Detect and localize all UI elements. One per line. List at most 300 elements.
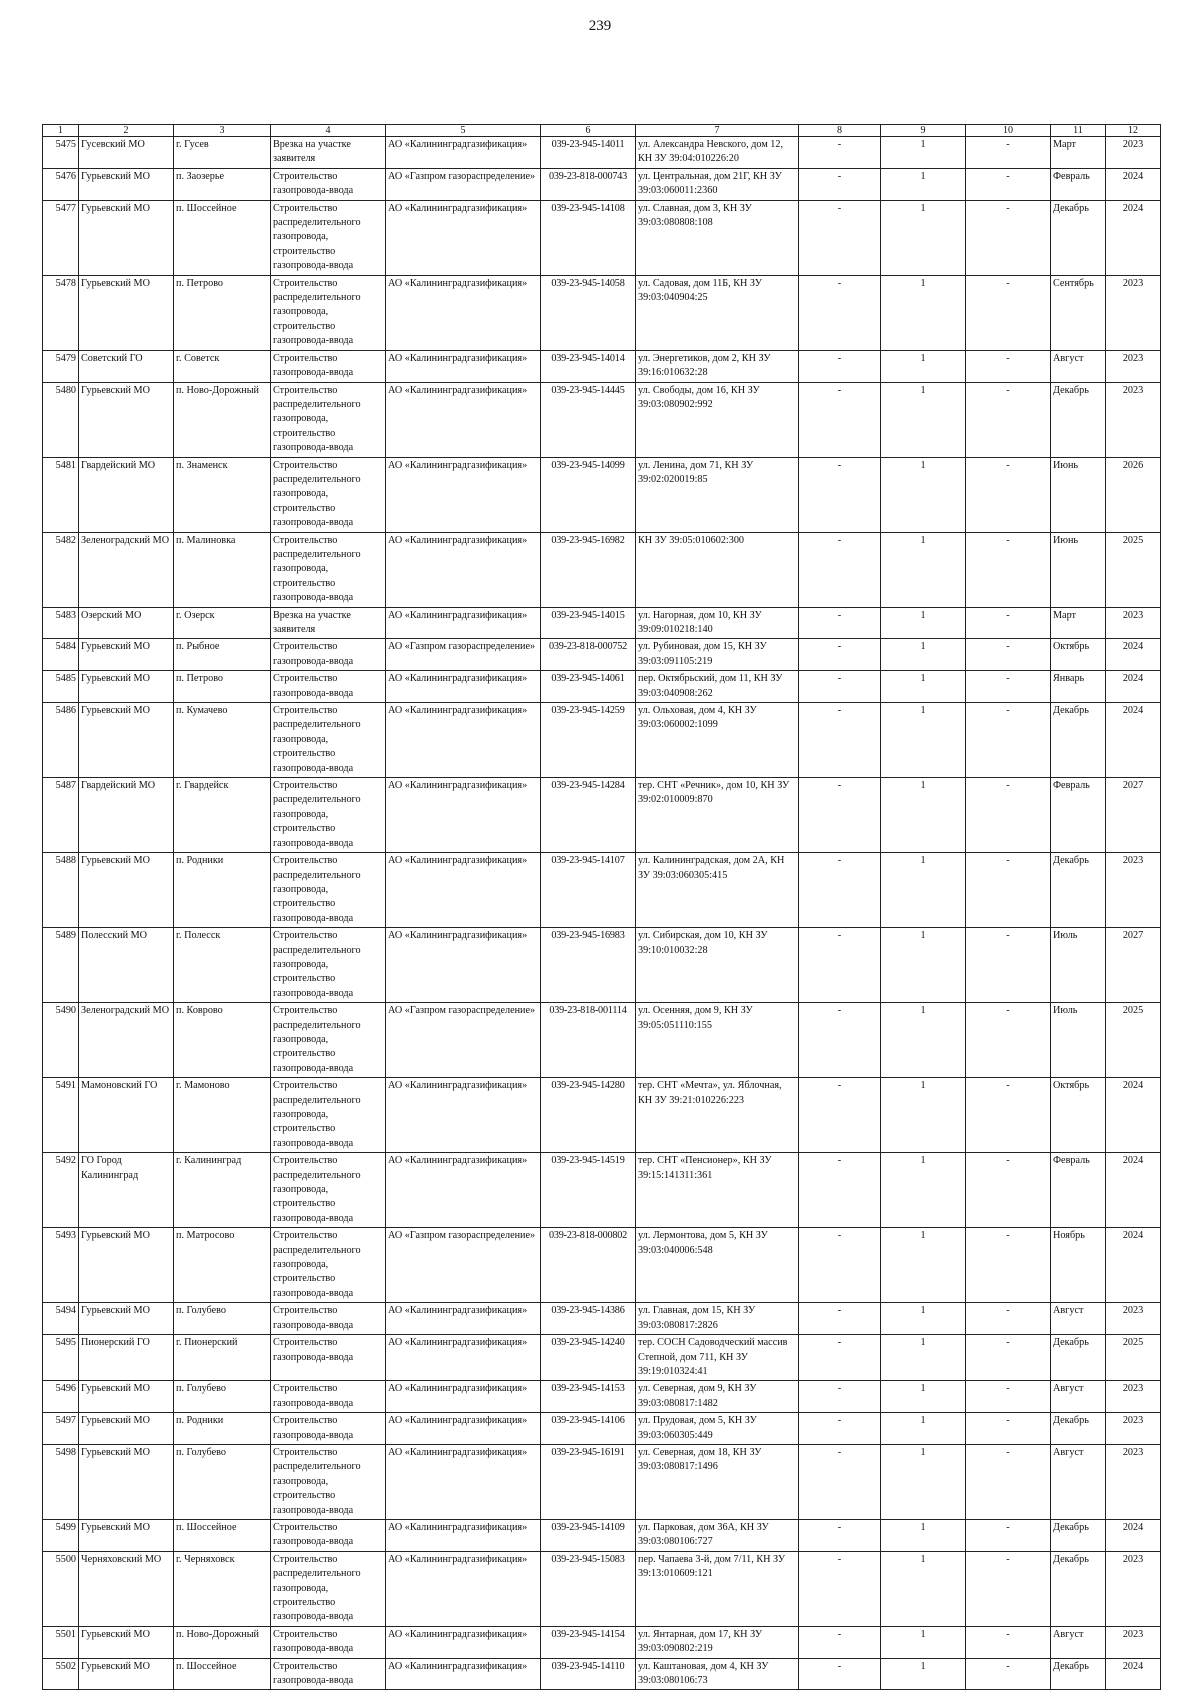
cell-row-number: 5495 [43,1335,79,1381]
cell-col-9-value: 1 [881,853,966,928]
cell-registration-number: 039-23-945-14107 [541,853,636,928]
cell-organization: АО «Калининградгазификация» [386,137,541,169]
cell-month: Июнь [1051,457,1106,532]
cell-year: 2024 [1106,1153,1161,1228]
cell-organization: АО «Калининградгазификация» [386,1303,541,1335]
cell-municipality: Гурьевский МО [79,275,174,350]
cell-year: 2023 [1106,853,1161,928]
cell-organization: АО «Калининградгазификация» [386,607,541,639]
cell-month: Декабрь [1051,1519,1106,1551]
cell-row-number: 5492 [43,1153,79,1228]
cell-col-10-value: - [966,137,1051,169]
cell-row-number: 5484 [43,639,79,671]
cell-col-10-value: - [966,1003,1051,1078]
cell-col-8-value: - [799,168,881,200]
cell-municipality: Гурьевский МО [79,1303,174,1335]
table-row [43,778,1161,853]
cell-settlement: г. Калининград [174,1153,271,1228]
cell-month: Июль [1051,928,1106,1003]
table-row [43,457,1161,532]
cell-col-10-value: - [966,639,1051,671]
cell-col-10-value: - [966,382,1051,457]
table-row [43,1303,1161,1335]
table-row [43,382,1161,457]
cell-registration-number: 039-23-945-16982 [541,532,636,607]
cell-settlement: п. Рыбное [174,639,271,671]
cell-col-10-value: - [966,200,1051,275]
cell-col-9-value: 1 [881,350,966,382]
cell-col-10-value: - [966,1658,1051,1690]
cell-municipality: Озерский МО [79,607,174,639]
cell-year: 2024 [1106,200,1161,275]
cell-col-8-value: - [799,350,881,382]
cell-col-9-value: 1 [881,607,966,639]
cell-col-9-value: 1 [881,1381,966,1413]
cell-work-type: Строительство газопровода-ввода [271,639,386,671]
cell-work-type: Строительство распределительного газопровода, строительство газопровода-ввода [271,1444,386,1519]
cell-address: ул. Прудовая, дом 5, КН ЗУ 39:03:060305:449 [636,1413,799,1445]
cell-address: тер. СОСН Садоводческий массив Степной, дом 711, КН ЗУ 39:19:010324:41 [636,1335,799,1381]
cell-work-type: Строительство распределительного газопровода, строительство газопровода-ввода [271,200,386,275]
cell-address: тер. СНТ «Мечта», ул. Яблочная, КН ЗУ 39:21:010226:223 [636,1078,799,1153]
cell-row-number: 5490 [43,1003,79,1078]
cell-row-number: 5489 [43,928,79,1003]
cell-month: Октябрь [1051,639,1106,671]
cell-month: Август [1051,350,1106,382]
cell-settlement: п. Петрово [174,671,271,703]
cell-month: Ноябрь [1051,1228,1106,1303]
cell-registration-number: 039-23-945-15083 [541,1551,636,1626]
cell-row-number: 5496 [43,1381,79,1413]
cell-month: Февраль [1051,778,1106,853]
cell-settlement: п. Шоссейное [174,1658,271,1690]
cell-year: 2023 [1106,607,1161,639]
cell-month: Декабрь [1051,1335,1106,1381]
cell-row-number: 5494 [43,1303,79,1335]
cell-col-10-value: - [966,607,1051,639]
cell-year: 2025 [1106,532,1161,607]
cell-year: 2023 [1106,1303,1161,1335]
cell-work-type: Строительство газопровода-ввода [271,168,386,200]
table-row [43,1626,1161,1658]
cell-organization: АО «Калининградгазификация» [386,1658,541,1690]
cell-settlement: п. Знаменск [174,457,271,532]
cell-year: 2023 [1106,1444,1161,1519]
cell-work-type: Строительство распределительного газопровода, строительство газопровода-ввода [271,928,386,1003]
table-row [43,1078,1161,1153]
cell-col-9-value: 1 [881,1303,966,1335]
cell-registration-number: 039-23-945-14011 [541,137,636,169]
cell-col-10-value: - [966,778,1051,853]
cell-year: 2024 [1106,1078,1161,1153]
cell-municipality: Гурьевский МО [79,1519,174,1551]
table-row [43,1335,1161,1381]
cell-settlement: п. Родники [174,1413,271,1445]
cell-organization: АО «Калининградгазификация» [386,671,541,703]
cell-year: 2023 [1106,1626,1161,1658]
cell-registration-number: 039-23-818-001114 [541,1003,636,1078]
cell-settlement: п. Голубево [174,1303,271,1335]
column-header-7: 7 [636,125,799,137]
cell-col-8-value: - [799,1303,881,1335]
cell-municipality: Мамоновский ГО [79,1078,174,1153]
cell-month: Февраль [1051,168,1106,200]
cell-organization: АО «Калининградгазификация» [386,1444,541,1519]
column-header-8: 8 [799,125,881,137]
cell-row-number: 5499 [43,1519,79,1551]
table-row [43,1003,1161,1078]
cell-organization: АО «Калининградгазификация» [386,1413,541,1445]
cell-col-9-value: 1 [881,778,966,853]
cell-settlement: п. Матросово [174,1228,271,1303]
cell-settlement: г. Полесск [174,928,271,1003]
cell-row-number: 5497 [43,1413,79,1445]
column-number-row [43,125,1161,137]
cell-address: ул. Энергетиков, дом 2, КН ЗУ 39:16:010632:28 [636,350,799,382]
cell-municipality: Гурьевский МО [79,1228,174,1303]
cell-address: пер. Октябрьский, дом 11, КН ЗУ 39:03:040908:262 [636,671,799,703]
column-header-5: 5 [386,125,541,137]
cell-municipality: Черняховский МО [79,1551,174,1626]
cell-registration-number: 039-23-945-14386 [541,1303,636,1335]
cell-organization: АО «Калининградгазификация» [386,200,541,275]
cell-col-8-value: - [799,382,881,457]
table-row [43,1381,1161,1413]
cell-col-10-value: - [966,532,1051,607]
table-row [43,137,1161,169]
cell-registration-number: 039-23-945-14280 [541,1078,636,1153]
cell-year: 2023 [1106,1413,1161,1445]
cell-address: ул. Свободы, дом 16, КН ЗУ 39:03:080902:992 [636,382,799,457]
cell-month: Июль [1051,1003,1106,1078]
cell-settlement: п. Шоссейное [174,200,271,275]
cell-month: Март [1051,607,1106,639]
cell-col-9-value: 1 [881,703,966,778]
cell-row-number: 5491 [43,1078,79,1153]
cell-municipality: Гурьевский МО [79,1444,174,1519]
column-header-3: 3 [174,125,271,137]
column-header-12: 12 [1106,125,1161,137]
cell-col-8-value: - [799,1078,881,1153]
cell-col-10-value: - [966,1303,1051,1335]
cell-work-type: Строительство распределительного газопровода, строительство газопровода-ввода [271,1551,386,1626]
cell-organization: АО «Калининградгазификация» [386,853,541,928]
cell-col-8-value: - [799,703,881,778]
cell-row-number: 5487 [43,778,79,853]
cell-work-type: Врезка на участке заявителя [271,137,386,169]
table-row [43,928,1161,1003]
cell-organization: АО «Калининградгазификация» [386,1519,541,1551]
table-row [43,532,1161,607]
cell-row-number: 5480 [43,382,79,457]
cell-row-number: 5493 [43,1228,79,1303]
cell-registration-number: 039-23-945-14099 [541,457,636,532]
cell-month: Август [1051,1303,1106,1335]
cell-organization: АО «Газпром газораспределение» [386,1228,541,1303]
cell-settlement: г. Советск [174,350,271,382]
cell-col-8-value: - [799,1381,881,1413]
cell-municipality: Пионерский ГО [79,1335,174,1381]
cell-col-8-value: - [799,853,881,928]
cell-municipality: Гурьевский МО [79,168,174,200]
table-row [43,1551,1161,1626]
cell-organization: АО «Калининградгазификация» [386,457,541,532]
cell-month: Декабрь [1051,1658,1106,1690]
cell-row-number: 5501 [43,1626,79,1658]
cell-address: ул. Каштановая, дом 4, КН ЗУ 39:03:080106:73 [636,1658,799,1690]
cell-organization: АО «Газпром газораспределение» [386,168,541,200]
cell-municipality: Гурьевский МО [79,1626,174,1658]
cell-organization: АО «Калининградгазификация» [386,778,541,853]
cell-row-number: 5476 [43,168,79,200]
cell-col-9-value: 1 [881,1444,966,1519]
cell-col-9-value: 1 [881,532,966,607]
cell-col-9-value: 1 [881,1003,966,1078]
cell-year: 2024 [1106,1658,1161,1690]
cell-organization: АО «Калининградгазификация» [386,382,541,457]
cell-registration-number: 039-23-945-14108 [541,200,636,275]
cell-municipality: Зеленоградский МО [79,1003,174,1078]
cell-col-10-value: - [966,1626,1051,1658]
cell-municipality: Гвардейский МО [79,778,174,853]
cell-organization: АО «Газпром газораспределение» [386,639,541,671]
cell-settlement: г. Мамоново [174,1078,271,1153]
cell-month: Октябрь [1051,1078,1106,1153]
cell-organization: АО «Калининградгазификация» [386,1551,541,1626]
table-row [43,703,1161,778]
cell-row-number: 5479 [43,350,79,382]
cell-row-number: 5485 [43,671,79,703]
cell-settlement: г. Черняховск [174,1551,271,1626]
cell-month: Декабрь [1051,853,1106,928]
cell-work-type: Строительство газопровода-ввода [271,1335,386,1381]
cell-work-type: Строительство газопровода-ввода [271,1626,386,1658]
cell-month: Декабрь [1051,1551,1106,1626]
cell-address: ул. Янтарная, дом 17, КН ЗУ 39:03:090802:219 [636,1626,799,1658]
cell-organization: АО «Калининградгазификация» [386,350,541,382]
cell-row-number: 5488 [43,853,79,928]
cell-organization: АО «Калининградгазификация» [386,532,541,607]
column-header-2: 2 [79,125,174,137]
cell-year: 2025 [1106,1335,1161,1381]
cell-municipality: Зеленоградский МО [79,532,174,607]
cell-month: Декабрь [1051,703,1106,778]
cell-work-type: Строительство распределительного газопровода, строительство газопровода-ввода [271,703,386,778]
table-row [43,1153,1161,1228]
cell-work-type: Строительство распределительного газопровода, строительство газопровода-ввода [271,382,386,457]
table-row [43,1658,1161,1690]
cell-municipality: Гурьевский МО [79,671,174,703]
column-header-11: 11 [1051,125,1106,137]
cell-col-8-value: - [799,928,881,1003]
cell-col-9-value: 1 [881,1551,966,1626]
cell-col-10-value: - [966,703,1051,778]
cell-col-9-value: 1 [881,1335,966,1381]
cell-registration-number: 039-23-945-14106 [541,1413,636,1445]
cell-col-8-value: - [799,275,881,350]
cell-col-9-value: 1 [881,1228,966,1303]
cell-work-type: Строительство распределительного газопровода, строительство газопровода-ввода [271,1153,386,1228]
cell-year: 2023 [1106,350,1161,382]
cell-registration-number: 039-23-945-14284 [541,778,636,853]
cell-year: 2023 [1106,382,1161,457]
cell-work-type: Строительство газопровода-ввода [271,350,386,382]
cell-col-10-value: - [966,168,1051,200]
cell-municipality: Гурьевский МО [79,853,174,928]
cell-municipality: Гусевский МО [79,137,174,169]
cell-address: ул. Александра Невского, дом 12, КН ЗУ 39:04:010226:20 [636,137,799,169]
cell-municipality: Гурьевский МО [79,1413,174,1445]
cell-organization: АО «Калининградгазификация» [386,1078,541,1153]
cell-work-type: Строительство газопровода-ввода [271,1413,386,1445]
cell-work-type: Строительство газопровода-ввода [271,671,386,703]
column-header-10: 10 [966,125,1051,137]
cell-registration-number: 039-23-945-14153 [541,1381,636,1413]
cell-row-number: 5481 [43,457,79,532]
cell-work-type: Строительство распределительного газопровода, строительство газопровода-ввода [271,1228,386,1303]
cell-col-8-value: - [799,671,881,703]
cell-year: 2024 [1106,703,1161,778]
cell-organization: АО «Калининградгазификация» [386,275,541,350]
cell-settlement: п. Ново-Дорожный [174,382,271,457]
cell-settlement: г. Озерск [174,607,271,639]
cell-month: Июнь [1051,532,1106,607]
column-header-6: 6 [541,125,636,137]
cell-col-9-value: 1 [881,1626,966,1658]
page-number: 239 [588,18,612,34]
cell-municipality: Гурьевский МО [79,382,174,457]
cell-col-9-value: 1 [881,457,966,532]
cell-work-type: Строительство распределительного газопровода, строительство газопровода-ввода [271,1078,386,1153]
cell-year: 2023 [1106,1551,1161,1626]
cell-settlement: п. Голубево [174,1444,271,1519]
cell-col-9-value: 1 [881,168,966,200]
cell-month: Сентябрь [1051,275,1106,350]
cell-work-type: Строительство газопровода-ввода [271,1381,386,1413]
cell-col-10-value: - [966,928,1051,1003]
cell-col-9-value: 1 [881,639,966,671]
table-row [43,1519,1161,1551]
cell-col-8-value: - [799,137,881,169]
cell-month: Декабрь [1051,382,1106,457]
cell-address: ул. Садовая, дом 11Б, КН ЗУ 39:03:040904:25 [636,275,799,350]
cell-work-type: Строительство распределительного газопровода, строительство газопровода-ввода [271,1003,386,1078]
cell-col-8-value: - [799,1003,881,1078]
cell-work-type: Строительство распределительного газопровода, строительство газопровода-ввода [271,853,386,928]
cell-organization: АО «Газпром газораспределение» [386,1003,541,1078]
cell-settlement: п. Петрово [174,275,271,350]
cell-registration-number: 039-23-945-14240 [541,1335,636,1381]
cell-month: Декабрь [1051,1413,1106,1445]
cell-registration-number: 039-23-945-14110 [541,1658,636,1690]
cell-settlement: п. Малиновка [174,532,271,607]
cell-row-number: 5478 [43,275,79,350]
cell-settlement: п. Голубево [174,1381,271,1413]
cell-col-9-value: 1 [881,1078,966,1153]
cell-work-type: Врезка на участке заявителя [271,607,386,639]
cell-year: 2026 [1106,457,1161,532]
cell-col-8-value: - [799,1444,881,1519]
cell-municipality: Гурьевский МО [79,200,174,275]
cell-municipality: Полесский МО [79,928,174,1003]
cell-settlement: г. Пионерский [174,1335,271,1381]
cell-organization: АО «Калининградгазификация» [386,928,541,1003]
cell-col-10-value: - [966,671,1051,703]
cell-address: тер. СНТ «Пенсионер», КН ЗУ 39:15:141311:361 [636,1153,799,1228]
cell-address: пер. Чапаева 3-й, дом 7/11, КН ЗУ 39:13:010609:121 [636,1551,799,1626]
cell-municipality: Гурьевский МО [79,1658,174,1690]
cell-year: 2024 [1106,1228,1161,1303]
cell-row-number: 5498 [43,1444,79,1519]
table-row [43,350,1161,382]
cell-address: ул. Осенняя, дом 9, КН ЗУ 39:05:051110:155 [636,1003,799,1078]
cell-registration-number: 039-23-945-14014 [541,350,636,382]
cell-address: ул. Рубиновая, дом 15, КН ЗУ 39:03:091105:219 [636,639,799,671]
cell-col-9-value: 1 [881,1413,966,1445]
table-row [43,639,1161,671]
cell-registration-number: 039-23-945-14154 [541,1626,636,1658]
cell-registration-number: 039-23-818-000743 [541,168,636,200]
registry-table-wrapper [42,124,1160,1690]
cell-month: Август [1051,1381,1106,1413]
cell-row-number: 5477 [43,200,79,275]
table-body [43,137,1161,1690]
cell-work-type: Строительство распределительного газопровода, строительство газопровода-ввода [271,778,386,853]
cell-address: ул. Парковая, дом 36А, КН ЗУ 39:03:080106:727 [636,1519,799,1551]
cell-year: 2025 [1106,1003,1161,1078]
cell-col-8-value: - [799,532,881,607]
cell-col-9-value: 1 [881,1153,966,1228]
cell-address: ул. Ленина, дом 71, КН ЗУ 39:02:020019:85 [636,457,799,532]
cell-col-8-value: - [799,1335,881,1381]
cell-col-8-value: - [799,1626,881,1658]
cell-col-8-value: - [799,457,881,532]
cell-row-number: 5475 [43,137,79,169]
cell-work-type: Строительство газопровода-ввода [271,1303,386,1335]
cell-col-8-value: - [799,607,881,639]
cell-col-10-value: - [966,457,1051,532]
cell-registration-number: 039-23-945-14109 [541,1519,636,1551]
cell-address: ул. Нагорная, дом 10, КН ЗУ 39:09:010218:140 [636,607,799,639]
cell-registration-number: 039-23-945-14259 [541,703,636,778]
cell-col-9-value: 1 [881,382,966,457]
cell-registration-number: 039-23-945-14061 [541,671,636,703]
cell-address: ул. Северная, дом 9, КН ЗУ 39:03:080817:1482 [636,1381,799,1413]
cell-col-8-value: - [799,200,881,275]
table-row [43,607,1161,639]
cell-registration-number: 039-23-945-14445 [541,382,636,457]
cell-work-type: Строительство газопровода-ввода [271,1519,386,1551]
cell-registration-number: 039-23-945-16983 [541,928,636,1003]
cell-year: 2024 [1106,639,1161,671]
cell-address: ул. Ольховая, дом 4, КН ЗУ 39:03:060002:1099 [636,703,799,778]
cell-address: тер. СНТ «Речник», дом 10, КН ЗУ 39:02:010009:870 [636,778,799,853]
cell-month: Март [1051,137,1106,169]
cell-col-10-value: - [966,1519,1051,1551]
cell-settlement: г. Гвардейск [174,778,271,853]
cell-col-8-value: - [799,1658,881,1690]
cell-col-10-value: - [966,1153,1051,1228]
cell-row-number: 5500 [43,1551,79,1626]
table-row [43,275,1161,350]
cell-address: ул. Лермонтова, дом 5, КН ЗУ 39:03:040006:548 [636,1228,799,1303]
cell-address: КН ЗУ 39:05:010602:300 [636,532,799,607]
cell-registration-number: 039-23-945-14015 [541,607,636,639]
cell-col-9-value: 1 [881,137,966,169]
cell-organization: АО «Калининградгазификация» [386,1335,541,1381]
cell-municipality: Гурьевский МО [79,1381,174,1413]
cell-year: 2023 [1106,1381,1161,1413]
